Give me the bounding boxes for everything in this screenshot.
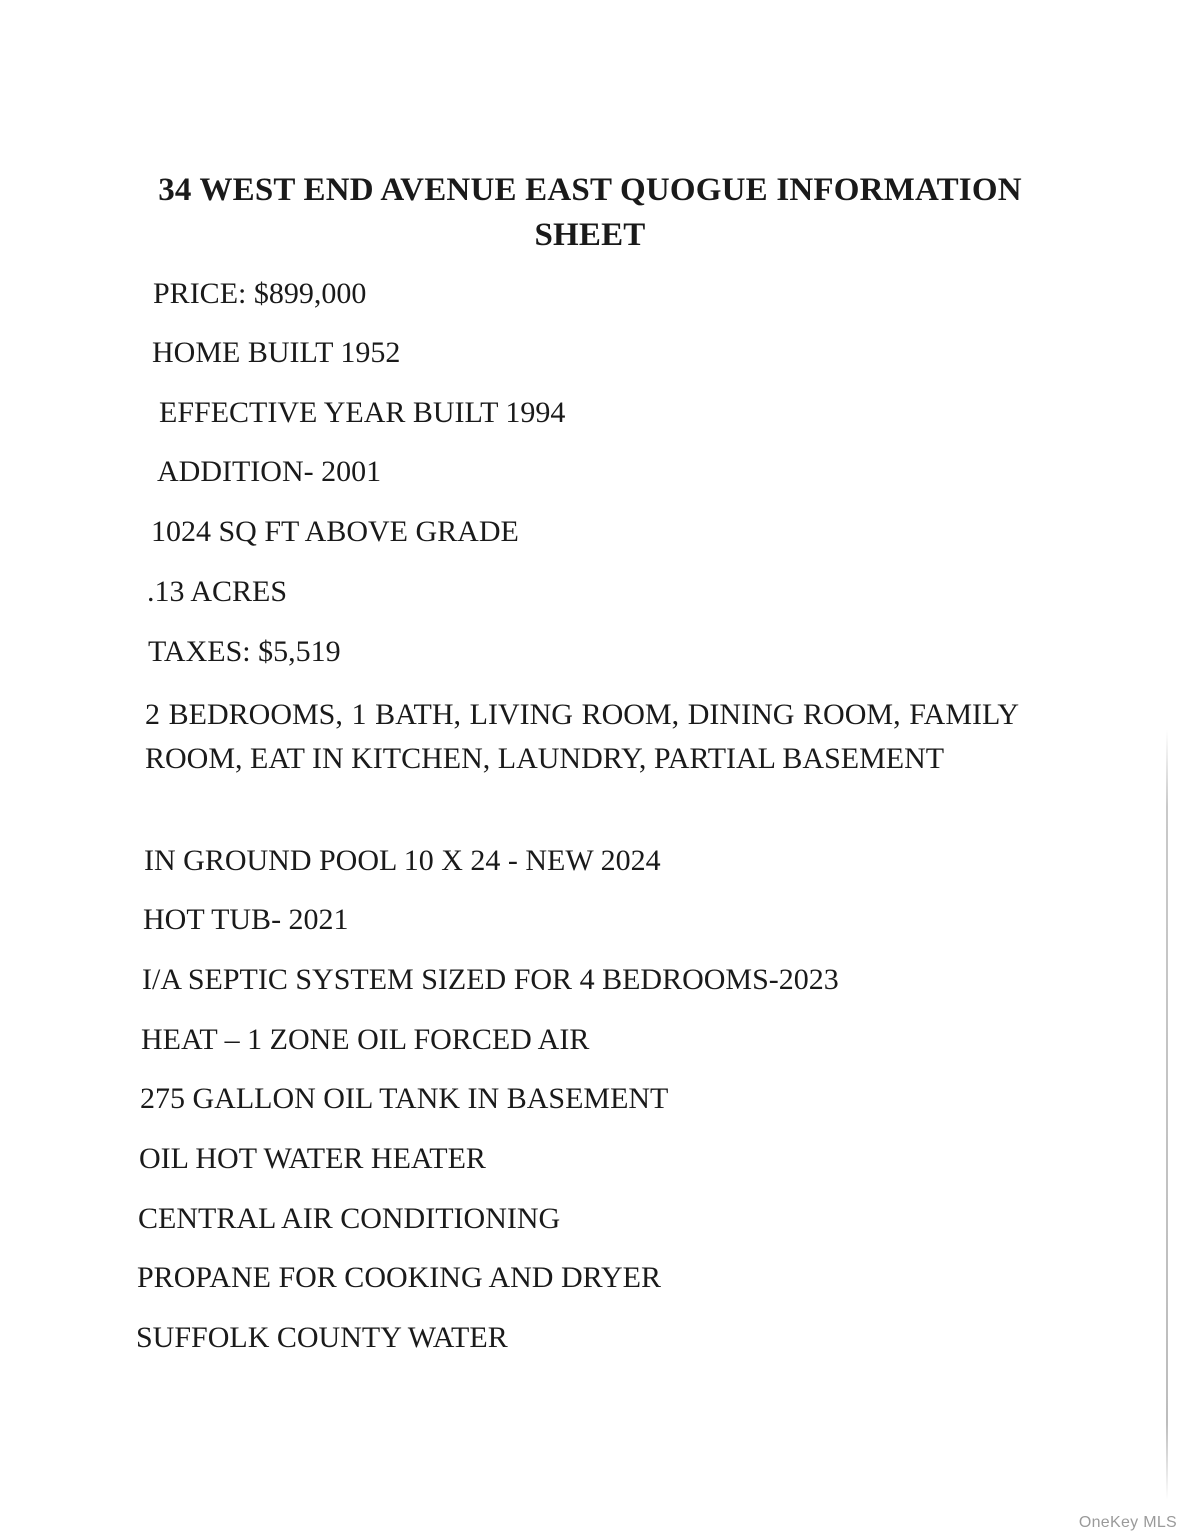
heat-line: HEAT – 1 ZONE OIL FORCED AIR (141, 1023, 590, 1056)
taxes-line: TAXES: $5,519 (148, 635, 341, 668)
oil-tank-line: 275 GALLON OIL TANK IN BASEMENT (140, 1082, 669, 1115)
effective-year-built-line: EFFECTIVE YEAR BUILT 1994 (159, 396, 566, 429)
county-water-line: SUFFOLK COUNTY WATER (136, 1321, 508, 1354)
propane-line: PROPANE FOR COOKING AND DRYER (137, 1261, 661, 1294)
acres-line: .13 ACRES (147, 575, 288, 608)
home-built-line: HOME BUILT 1952 (152, 336, 401, 369)
scan-edge-shadow (1166, 730, 1168, 1500)
hot-tub-line: HOT TUB- 2021 (143, 903, 349, 936)
addition-line: ADDITION- 2001 (157, 455, 382, 488)
square-feet-line: 1024 SQ FT ABOVE GRADE (151, 515, 519, 548)
price-line: PRICE: $899,000 (153, 277, 367, 310)
mls-watermark: OneKey MLS (1078, 1514, 1177, 1531)
air-conditioning-line: CENTRAL AIR CONDITIONING (138, 1202, 561, 1235)
water-heater-line: OIL HOT WATER HEATER (139, 1142, 486, 1175)
pool-line: IN GROUND POOL 10 X 24 - NEW 2024 (144, 844, 661, 877)
rooms-paragraph: 2 BEDROOMS, 1 BATH, LIVING ROOM, DINING ROOM, FAMILY ROOM, EAT IN KITCHEN, LAUNDRY, PARTIAL BASEMENT (145, 698, 1019, 775)
sheet-title: 34 WEST END AVENUE EAST QUOGUE INFORMATION SHEET (158, 172, 1022, 253)
septic-system-line: I/A SEPTIC SYSTEM SIZED FOR 4 BEDROOMS-2023 (142, 963, 839, 996)
